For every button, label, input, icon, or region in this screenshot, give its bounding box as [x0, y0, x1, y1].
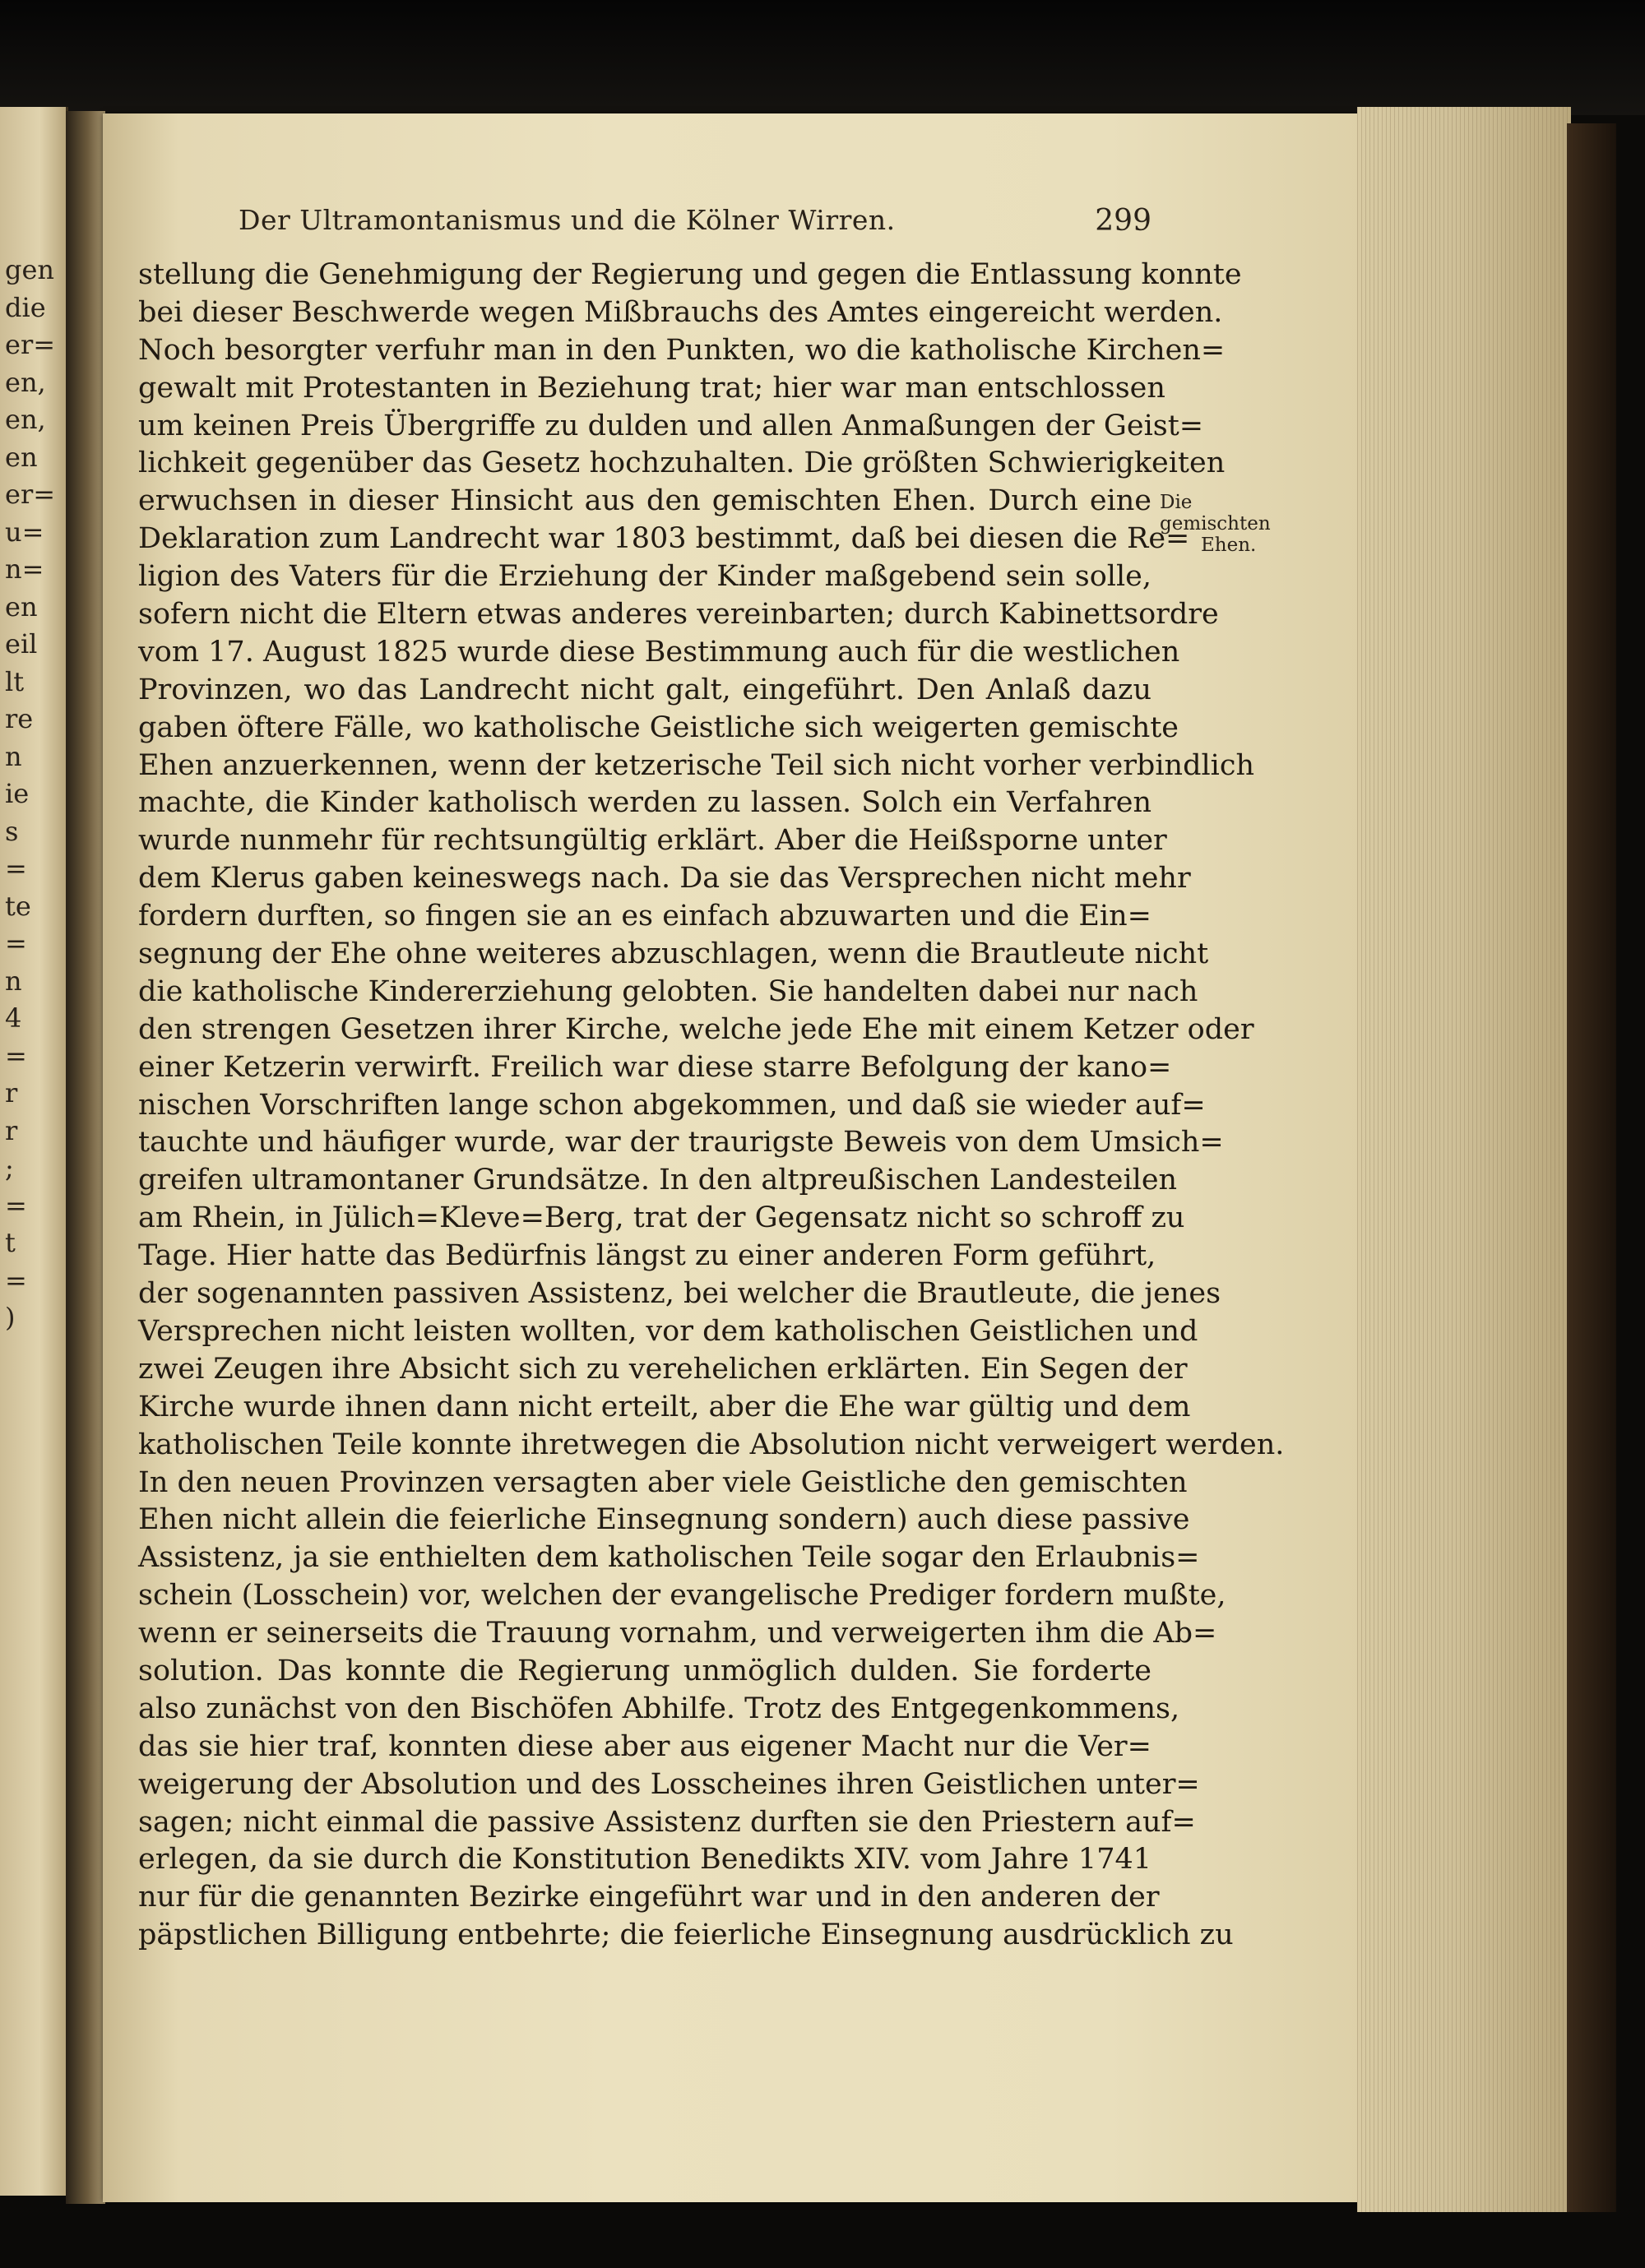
text-line: lichkeit gegenüber das Gesetz hochzuhalten. Die größten Schwierigkeiten: [138, 447, 1226, 480]
text-line: greifen ultramontaner Grundsätze. In den altpreußischen Landesteilen: [138, 1164, 1178, 1197]
text-line: erlegen, da sie durch die Konstitution Benedikts XIV. vom Jahre 1741: [138, 1843, 1152, 1877]
text-line: katholischen Teile konnte ihretwegen die Absolution nicht verweigert werden.: [138, 1428, 1285, 1461]
previous-page-fragment: die: [5, 291, 46, 323]
text-line: zwei Zeugen ihre Absicht sich zu verehelichen erklärten. Ein Segen der: [138, 1352, 1188, 1386]
text-line: gaben öftere Fälle, wo katholische Geistliche sich weigerten gemischte: [138, 710, 1179, 744]
previous-page-fragment: r: [5, 1077, 18, 1109]
text-line: erwuchsen in dieser Hinsicht aus den gemischten Ehen. Durch eine: [138, 484, 1152, 518]
text-line: ligion des Vaters für die Erziehung der Kinder maßgebend sein solle,: [138, 560, 1152, 594]
previous-page-fragment: te: [5, 890, 31, 922]
previous-page-fragment: eil: [5, 628, 38, 660]
text-line: Versprechen nicht leisten wollten, vor dem katholischen Geistlichen und: [138, 1314, 1198, 1348]
previous-page-fragment: er=: [5, 479, 56, 510]
page-fore-edge: [1357, 107, 1571, 2212]
text-line: segnung der Ehe ohne weiteres abzuschlagen, wenn die Brautleute nicht: [138, 937, 1209, 971]
page-header: [239, 204, 1152, 245]
text-line: einer Ketzerin verwirft. Freilich war diese starre Befolgung der kano=: [138, 1050, 1172, 1084]
previous-page-fragment: en,: [5, 366, 46, 398]
previous-page-fragment: er=: [5, 329, 56, 360]
text-line: fordern durften, so fingen sie an es einfach abzuwarten und die Ein=: [138, 900, 1152, 933]
text-line: wenn er seinerseits die Trauung vornahm, und verweigerten ihm die Ab=: [138, 1617, 1217, 1650]
previous-page-fragment: n=: [5, 553, 44, 585]
previous-page-fragment: ie: [5, 778, 30, 809]
previous-page-fragment: =: [5, 1039, 27, 1072]
text-line: am Rhein, in Jülich=Kleve=Berg, trat der Gegensatz nicht so schroff zu: [138, 1201, 1185, 1235]
page-number: 299: [1095, 204, 1152, 238]
previous-page-fragment: re: [5, 703, 34, 734]
previous-page-fragment: en,: [5, 404, 46, 435]
previous-page-fragment: =: [5, 1264, 27, 1296]
previous-page-fragment: s: [5, 815, 19, 847]
previous-page-fragment: ): [5, 1302, 16, 1333]
text-line: also zunächst von den Bischöfen Abhilfe. Trotz des Entgegenkommens,: [138, 1692, 1180, 1725]
text-line: weigerung der Absolution und des Losscheines ihren Geistlichen unter=: [138, 1767, 1200, 1801]
text-line: der sogenannten passiven Assistenz, bei welcher die Brautleute, die jenes: [138, 1277, 1221, 1311]
text-line: stellung die Genehmigung der Regierung und gegen die Entlassung konnte: [138, 258, 1242, 291]
text-line: Ehen nicht allein die feierliche Einsegnung sondern) auch diese passive: [138, 1503, 1190, 1537]
text-line: nischen Vorschriften lange schon abgekommen, und daß sie wieder auf=: [138, 1088, 1206, 1122]
previous-page-edge: [0, 107, 68, 2196]
previous-page-fragment: en: [5, 441, 38, 473]
previous-page-fragment: u=: [5, 516, 44, 548]
previous-page-fragment: 4: [5, 1002, 22, 1034]
previous-page-fragment: lt: [5, 665, 25, 697]
text-line: vom 17. August 1825 wurde diese Bestimmung auch für die westlichen: [138, 635, 1180, 669]
text-line: In den neuen Provinzen versagten aber viele Geistliche den gemischten: [138, 1465, 1188, 1499]
marginal-note-line: Ehen.: [1201, 535, 1257, 556]
text-line: tauchte und häufiger wurde, war der traurigste Beweis von dem Umsich=: [138, 1126, 1224, 1159]
running-head: Der Ultramontanismus und die Kölner Wirren.: [239, 204, 896, 236]
previous-page-fragment: =: [5, 928, 27, 959]
text-line: wurde nunmehr für rechtsungültig erklärt. Aber die Heißsporne unter: [138, 824, 1167, 858]
text-line: sagen; nicht einmal die passive Assistenz durften sie den Priestern auf=: [138, 1805, 1196, 1839]
text-line: bei dieser Beschwerde wegen Mißbrauchs des Amtes eingereicht werden.: [138, 295, 1223, 329]
previous-page-fragment: =: [5, 853, 27, 884]
previous-page-fragment: n: [5, 740, 22, 772]
text-line: solution. Das konnte die Regierung unmöglich dulden. Sie forderte: [138, 1654, 1152, 1687]
text-line: Assistenz, ja sie enthielten dem katholischen Teile sogar den Erlaubnis=: [138, 1541, 1200, 1575]
previous-page-fragment: n: [5, 965, 22, 997]
text-line: Kirche wurde ihnen dann nicht erteilt, aber die Ehe war gültig und dem: [138, 1390, 1191, 1423]
text-line: machte, die Kinder katholisch werden zu lassen. Solch ein Verfahren: [138, 786, 1152, 820]
previous-page-fragment: r: [5, 1114, 18, 1146]
previous-page-fragment: ;: [5, 1152, 14, 1183]
marginal-note: [1160, 492, 1308, 556]
previous-page-fragment: =: [5, 1189, 27, 1221]
marginal-note-line: Die gemischten: [1160, 492, 1271, 535]
text-line: schein (Losschein) vor, welchen der evangelische Prediger fordern mußte,: [138, 1579, 1226, 1613]
text-line: gewalt mit Protestanten in Beziehung trat; hier war man entschlossen: [138, 371, 1165, 405]
text-line: Deklaration zum Landrecht war 1803 bestimmt, daß bei diesen die Re=: [138, 522, 1190, 556]
text-line: das sie hier traf, konnten diese aber aus eigener Macht nur die Ver=: [138, 1729, 1152, 1763]
previous-page-fragment: en: [5, 590, 38, 623]
text-line: sofern nicht die Eltern etwas anderes vereinbarten; durch Kabinettsordre: [138, 598, 1219, 632]
text-line: päpstlichen Billigung entbehrte; die feierliche Einsegnung ausdrücklich zu: [138, 1919, 1234, 1952]
text-line: die katholische Kindererziehung gelobten. Sie handelten dabei nur nach: [138, 974, 1198, 1008]
previous-page-fragment: t: [5, 1227, 16, 1258]
book-cover-edge: [1567, 123, 1616, 2212]
text-line: um keinen Preis Übergriffe zu dulden und allen Anmaßungen der Geist=: [138, 409, 1204, 442]
text-line: Provinzen, wo das Landrecht nicht galt, eingeführt. Den Anlaß dazu: [138, 673, 1152, 706]
book-gutter: [66, 111, 105, 2204]
background: [0, 0, 1645, 115]
previous-page-fragment: gen: [5, 254, 55, 285]
text-line: Tage. Hier hatte das Bedürfnis längst zu einer anderen Form geführt,: [138, 1239, 1156, 1273]
text-line: den strengen Gesetzen ihrer Kirche, welche jede Ehe mit einem Ketzer oder: [138, 1012, 1254, 1046]
text-line: Ehen anzuerkennen, wenn der ketzerische Teil sich nicht vorher verbindlich: [138, 748, 1255, 782]
text-line: Noch besorgter verfuhr man in den Punkten, wo die katholische Kirchen=: [138, 333, 1226, 367]
text-line: dem Klerus gaben keineswegs nach. Da sie das Versprechen nicht mehr: [138, 862, 1191, 896]
text-line: nur für die genannten Bezirke eingeführt war und in den anderen der: [138, 1881, 1160, 1914]
